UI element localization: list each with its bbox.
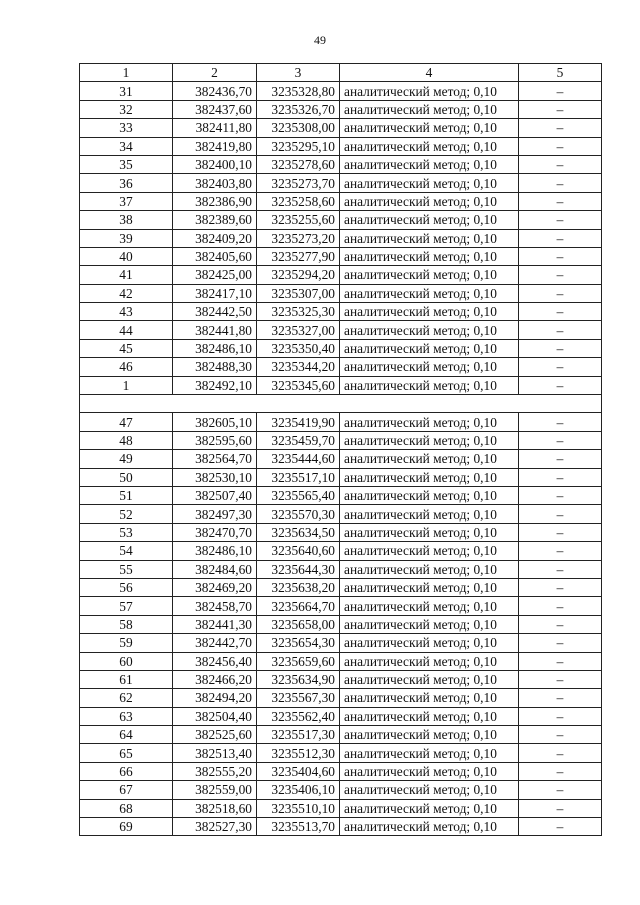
note-cell: – [519, 174, 602, 192]
point-number-cell: 43 [80, 303, 173, 321]
point-number-cell: 58 [80, 615, 173, 633]
point-number-cell: 59 [80, 634, 173, 652]
point-number-cell: 38 [80, 211, 173, 229]
y-coordinate-cell: 3235565,40 [257, 486, 340, 504]
table-row [80, 670, 602, 688]
table-row [80, 818, 602, 836]
x-coordinate-cell: 382497,30 [173, 505, 257, 523]
note-cell: – [519, 247, 602, 265]
method-accuracy-cell: аналитический метод; 0,10 [340, 634, 519, 652]
note-cell: – [519, 670, 602, 688]
x-coordinate-cell: 382441,30 [173, 615, 257, 633]
y-coordinate-cell: 3235404,60 [257, 762, 340, 780]
method-accuracy-cell: аналитический метод; 0,10 [340, 560, 519, 578]
y-coordinate-cell: 3235273,20 [257, 229, 340, 247]
y-coordinate-cell: 3235640,60 [257, 542, 340, 560]
x-coordinate-cell: 382525,60 [173, 726, 257, 744]
x-coordinate-cell: 382484,60 [173, 560, 257, 578]
page-number: 49 [314, 33, 326, 47]
y-coordinate-cell: 3235634,50 [257, 523, 340, 541]
separator-cell [80, 395, 602, 413]
note-cell: – [519, 744, 602, 762]
point-number-cell: 31 [80, 82, 173, 100]
point-number-cell: 39 [80, 229, 173, 247]
note-cell: – [519, 229, 602, 247]
table-row [80, 560, 602, 578]
method-accuracy-cell: аналитический метод; 0,10 [340, 652, 519, 670]
method-accuracy-cell: аналитический метод; 0,10 [340, 597, 519, 615]
y-coordinate-cell: 3235638,20 [257, 578, 340, 596]
x-coordinate-cell: 382559,00 [173, 781, 257, 799]
x-coordinate-cell: 382436,70 [173, 82, 257, 100]
y-coordinate-cell: 3235570,30 [257, 505, 340, 523]
point-number-cell: 42 [80, 284, 173, 302]
note-cell: – [519, 523, 602, 541]
x-coordinate-cell: 382442,50 [173, 303, 257, 321]
x-coordinate-cell: 382458,70 [173, 597, 257, 615]
table-row [80, 247, 602, 265]
point-number-cell: 49 [80, 450, 173, 468]
method-accuracy-cell: аналитический метод; 0,10 [340, 82, 519, 100]
x-coordinate-cell: 382492,10 [173, 376, 257, 394]
y-coordinate-cell: 3235512,30 [257, 744, 340, 762]
method-accuracy-cell: аналитический метод; 0,10 [340, 670, 519, 688]
x-coordinate-cell: 382442,70 [173, 634, 257, 652]
point-number-cell: 48 [80, 431, 173, 449]
table-row [80, 284, 602, 302]
note-cell: – [519, 100, 602, 118]
y-coordinate-cell: 3235419,90 [257, 413, 340, 431]
x-coordinate-cell: 382441,80 [173, 321, 257, 339]
x-coordinate-cell: 382425,00 [173, 266, 257, 284]
method-accuracy-cell: аналитический метод; 0,10 [340, 615, 519, 633]
note-cell: – [519, 468, 602, 486]
method-accuracy-cell: аналитический метод; 0,10 [340, 505, 519, 523]
method-accuracy-cell: аналитический метод; 0,10 [340, 523, 519, 541]
point-number-cell: 55 [80, 560, 173, 578]
x-coordinate-cell: 382437,60 [173, 100, 257, 118]
y-coordinate-cell: 3235350,40 [257, 339, 340, 357]
table-row [80, 100, 602, 118]
table-row [80, 468, 602, 486]
y-coordinate-cell: 3235294,20 [257, 266, 340, 284]
note-cell: – [519, 578, 602, 596]
note-cell: – [519, 266, 602, 284]
y-coordinate-cell: 3235510,10 [257, 799, 340, 817]
y-coordinate-cell: 3235513,70 [257, 818, 340, 836]
table-row [80, 211, 602, 229]
y-coordinate-cell: 3235327,00 [257, 321, 340, 339]
point-number-cell: 52 [80, 505, 173, 523]
table-row [80, 376, 602, 394]
point-number-cell: 69 [80, 818, 173, 836]
method-accuracy-cell: аналитический метод; 0,10 [340, 818, 519, 836]
x-coordinate-cell: 382486,10 [173, 542, 257, 560]
table-row [80, 413, 602, 431]
point-number-cell: 61 [80, 670, 173, 688]
note-cell: – [519, 707, 602, 725]
note-cell: – [519, 284, 602, 302]
table-row [80, 450, 602, 468]
y-coordinate-cell: 3235634,90 [257, 670, 340, 688]
x-coordinate-cell: 382605,10 [173, 413, 257, 431]
y-coordinate-cell: 3235258,60 [257, 192, 340, 210]
x-coordinate-cell: 382518,60 [173, 799, 257, 817]
point-number-cell: 63 [80, 707, 173, 725]
y-coordinate-cell: 3235278,60 [257, 155, 340, 173]
point-number-cell: 37 [80, 192, 173, 210]
table-row [80, 358, 602, 376]
column-header: 1 [80, 64, 173, 82]
method-accuracy-cell: аналитический метод; 0,10 [340, 744, 519, 762]
point-number-cell: 46 [80, 358, 173, 376]
y-coordinate-cell: 3235307,00 [257, 284, 340, 302]
coordinates-table [79, 63, 602, 836]
x-coordinate-cell: 382486,10 [173, 339, 257, 357]
note-cell: – [519, 450, 602, 468]
note-cell: – [519, 762, 602, 780]
x-coordinate-cell: 382419,80 [173, 137, 257, 155]
point-number-cell: 40 [80, 247, 173, 265]
x-coordinate-cell: 382409,20 [173, 229, 257, 247]
table-row [80, 523, 602, 541]
note-cell: – [519, 376, 602, 394]
table-row [80, 266, 602, 284]
table-row [80, 799, 602, 817]
x-coordinate-cell: 382494,20 [173, 689, 257, 707]
y-coordinate-cell: 3235326,70 [257, 100, 340, 118]
method-accuracy-cell: аналитический метод; 0,10 [340, 762, 519, 780]
method-accuracy-cell: аналитический метод; 0,10 [340, 211, 519, 229]
method-accuracy-cell: аналитический метод; 0,10 [340, 413, 519, 431]
note-cell: – [519, 303, 602, 321]
table-row [80, 597, 602, 615]
method-accuracy-cell: аналитический метод; 0,10 [340, 339, 519, 357]
method-accuracy-cell: аналитический метод; 0,10 [340, 229, 519, 247]
y-coordinate-cell: 3235567,30 [257, 689, 340, 707]
method-accuracy-cell: аналитический метод; 0,10 [340, 486, 519, 504]
note-cell: – [519, 652, 602, 670]
note-cell: – [519, 339, 602, 357]
x-coordinate-cell: 382405,60 [173, 247, 257, 265]
x-coordinate-cell: 382469,20 [173, 578, 257, 596]
method-accuracy-cell: аналитический метод; 0,10 [340, 174, 519, 192]
y-coordinate-cell: 3235658,00 [257, 615, 340, 633]
x-coordinate-cell: 382513,40 [173, 744, 257, 762]
method-accuracy-cell: аналитический метод; 0,10 [340, 358, 519, 376]
method-accuracy-cell: аналитический метод; 0,10 [340, 192, 519, 210]
method-accuracy-cell: аналитический метод; 0,10 [340, 100, 519, 118]
point-number-cell: 68 [80, 799, 173, 817]
note-cell: – [519, 82, 602, 100]
method-accuracy-cell: аналитический метод; 0,10 [340, 266, 519, 284]
point-number-cell: 34 [80, 137, 173, 155]
method-accuracy-cell: аналитический метод; 0,10 [340, 578, 519, 596]
point-number-cell: 64 [80, 726, 173, 744]
column-header: 3 [257, 64, 340, 82]
point-number-cell: 67 [80, 781, 173, 799]
table-row [80, 339, 602, 357]
y-coordinate-cell: 3235406,10 [257, 781, 340, 799]
column-header: 5 [519, 64, 602, 82]
note-cell: – [519, 137, 602, 155]
table-header-row [80, 64, 602, 82]
note-cell: – [519, 689, 602, 707]
note-cell: – [519, 781, 602, 799]
x-coordinate-cell: 382411,80 [173, 119, 257, 137]
table-row [80, 726, 602, 744]
point-number-cell: 60 [80, 652, 173, 670]
method-accuracy-cell: аналитический метод; 0,10 [340, 707, 519, 725]
y-coordinate-cell: 3235644,30 [257, 560, 340, 578]
point-number-cell: 51 [80, 486, 173, 504]
x-coordinate-cell: 382466,20 [173, 670, 257, 688]
note-cell: – [519, 192, 602, 210]
point-number-cell: 41 [80, 266, 173, 284]
y-coordinate-cell: 3235325,30 [257, 303, 340, 321]
method-accuracy-cell: аналитический метод; 0,10 [340, 303, 519, 321]
table-row [80, 744, 602, 762]
note-cell: – [519, 155, 602, 173]
point-number-cell: 53 [80, 523, 173, 541]
x-coordinate-cell: 382400,10 [173, 155, 257, 173]
note-cell: – [519, 634, 602, 652]
x-coordinate-cell: 382555,20 [173, 762, 257, 780]
separator-row [80, 395, 602, 413]
method-accuracy-cell: аналитический метод; 0,10 [340, 155, 519, 173]
point-number-cell: 56 [80, 578, 173, 596]
point-number-cell: 66 [80, 762, 173, 780]
table-row [80, 155, 602, 173]
method-accuracy-cell: аналитический метод; 0,10 [340, 119, 519, 137]
table-row [80, 652, 602, 670]
table-row [80, 192, 602, 210]
note-cell: – [519, 597, 602, 615]
point-number-cell: 54 [80, 542, 173, 560]
y-coordinate-cell: 3235562,40 [257, 707, 340, 725]
x-coordinate-cell: 382507,40 [173, 486, 257, 504]
method-accuracy-cell: аналитический метод; 0,10 [340, 468, 519, 486]
note-cell: – [519, 799, 602, 817]
column-header: 4 [340, 64, 519, 82]
note-cell: – [519, 818, 602, 836]
table-row [80, 762, 602, 780]
y-coordinate-cell: 3235308,00 [257, 119, 340, 137]
point-number-cell: 62 [80, 689, 173, 707]
y-coordinate-cell: 3235295,10 [257, 137, 340, 155]
point-number-cell: 50 [80, 468, 173, 486]
table-row [80, 431, 602, 449]
note-cell: – [519, 615, 602, 633]
point-number-cell: 57 [80, 597, 173, 615]
method-accuracy-cell: аналитический метод; 0,10 [340, 689, 519, 707]
x-coordinate-cell: 382389,60 [173, 211, 257, 229]
note-cell: – [519, 358, 602, 376]
y-coordinate-cell: 3235664,70 [257, 597, 340, 615]
y-coordinate-cell: 3235328,80 [257, 82, 340, 100]
note-cell: – [519, 505, 602, 523]
table-row [80, 119, 602, 137]
x-coordinate-cell: 382417,10 [173, 284, 257, 302]
y-coordinate-cell: 3235273,70 [257, 174, 340, 192]
note-cell: – [519, 486, 602, 504]
point-number-cell: 36 [80, 174, 173, 192]
y-coordinate-cell: 3235517,30 [257, 726, 340, 744]
x-coordinate-cell: 382504,40 [173, 707, 257, 725]
method-accuracy-cell: аналитический метод; 0,10 [340, 284, 519, 302]
method-accuracy-cell: аналитический метод; 0,10 [340, 726, 519, 744]
y-coordinate-cell: 3235345,60 [257, 376, 340, 394]
point-number-cell: 1 [80, 376, 173, 394]
method-accuracy-cell: аналитический метод; 0,10 [340, 542, 519, 560]
point-number-cell: 47 [80, 413, 173, 431]
y-coordinate-cell: 3235517,10 [257, 468, 340, 486]
x-coordinate-cell: 382527,30 [173, 818, 257, 836]
y-coordinate-cell: 3235277,90 [257, 247, 340, 265]
y-coordinate-cell: 3235444,60 [257, 450, 340, 468]
method-accuracy-cell: аналитический метод; 0,10 [340, 781, 519, 799]
table-row [80, 321, 602, 339]
column-header: 2 [173, 64, 257, 82]
table-row [80, 303, 602, 321]
note-cell: – [519, 211, 602, 229]
method-accuracy-cell: аналитический метод; 0,10 [340, 450, 519, 468]
method-accuracy-cell: аналитический метод; 0,10 [340, 431, 519, 449]
table-row [80, 174, 602, 192]
point-number-cell: 33 [80, 119, 173, 137]
method-accuracy-cell: аналитический метод; 0,10 [340, 247, 519, 265]
point-number-cell: 65 [80, 744, 173, 762]
table-row [80, 137, 602, 155]
note-cell: – [519, 119, 602, 137]
point-number-cell: 45 [80, 339, 173, 357]
note-cell: – [519, 413, 602, 431]
point-number-cell: 32 [80, 100, 173, 118]
method-accuracy-cell: аналитический метод; 0,10 [340, 799, 519, 817]
table-row [80, 82, 602, 100]
table-row [80, 505, 602, 523]
x-coordinate-cell: 382488,30 [173, 358, 257, 376]
note-cell: – [519, 560, 602, 578]
y-coordinate-cell: 3235255,60 [257, 211, 340, 229]
method-accuracy-cell: аналитический метод; 0,10 [340, 137, 519, 155]
table-row [80, 707, 602, 725]
y-coordinate-cell: 3235344,20 [257, 358, 340, 376]
note-cell: – [519, 726, 602, 744]
method-accuracy-cell: аналитический метод; 0,10 [340, 321, 519, 339]
note-cell: – [519, 431, 602, 449]
x-coordinate-cell: 382595,60 [173, 431, 257, 449]
table-row [80, 634, 602, 652]
table-row [80, 781, 602, 799]
table-row [80, 578, 602, 596]
table-row [80, 229, 602, 247]
x-coordinate-cell: 382470,70 [173, 523, 257, 541]
table-row [80, 615, 602, 633]
note-cell: – [519, 321, 602, 339]
y-coordinate-cell: 3235459,70 [257, 431, 340, 449]
y-coordinate-cell: 3235659,60 [257, 652, 340, 670]
point-number-cell: 35 [80, 155, 173, 173]
table-row [80, 486, 602, 504]
point-number-cell: 44 [80, 321, 173, 339]
x-coordinate-cell: 382564,70 [173, 450, 257, 468]
y-coordinate-cell: 3235654,30 [257, 634, 340, 652]
table-row [80, 689, 602, 707]
table-row [80, 542, 602, 560]
x-coordinate-cell: 382456,40 [173, 652, 257, 670]
x-coordinate-cell: 382530,10 [173, 468, 257, 486]
x-coordinate-cell: 382403,80 [173, 174, 257, 192]
note-cell: – [519, 542, 602, 560]
method-accuracy-cell: аналитический метод; 0,10 [340, 376, 519, 394]
x-coordinate-cell: 382386,90 [173, 192, 257, 210]
table-body [80, 64, 602, 836]
